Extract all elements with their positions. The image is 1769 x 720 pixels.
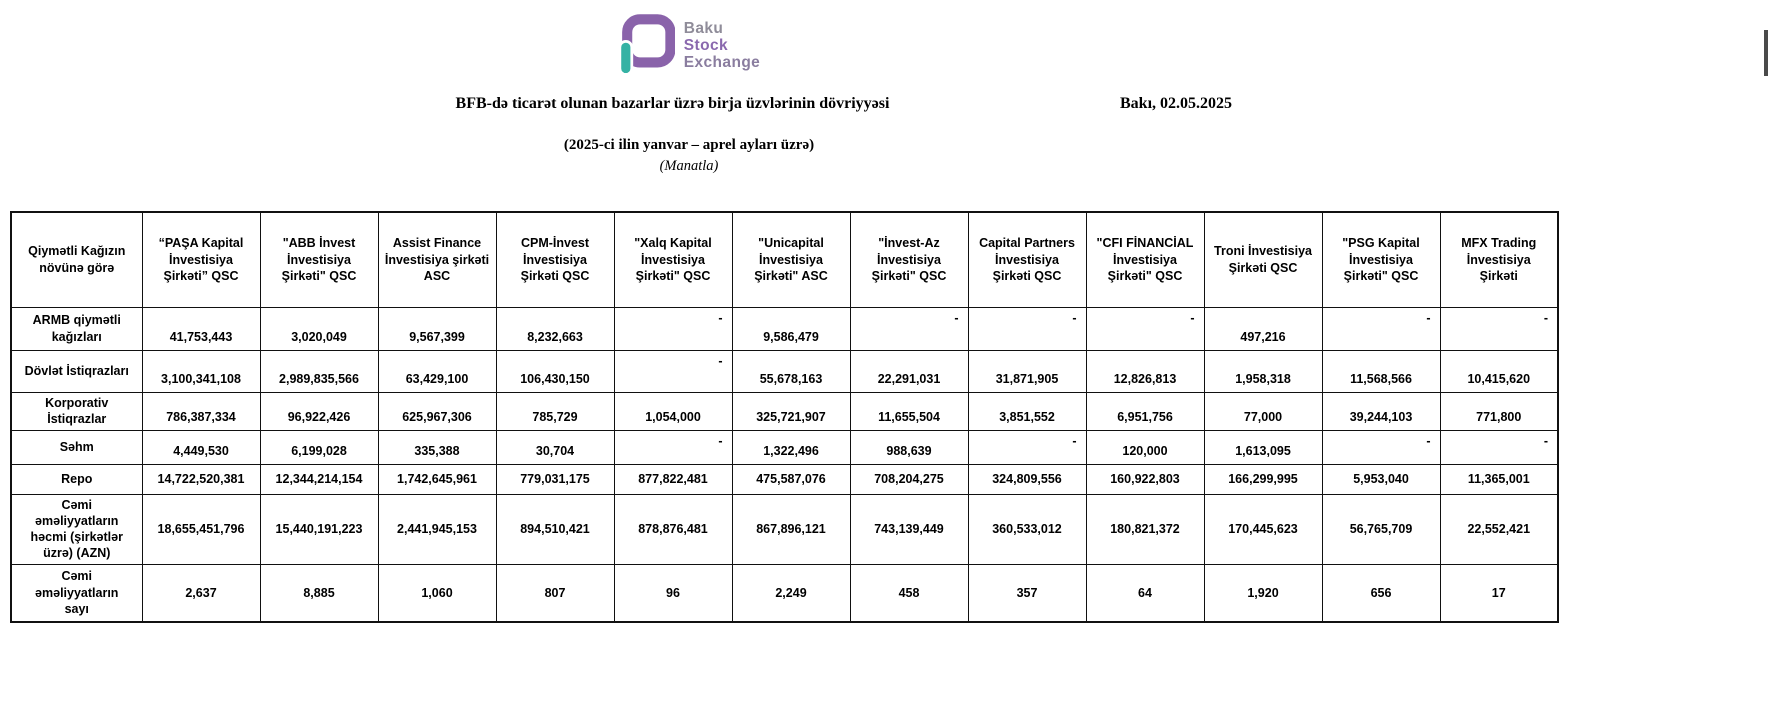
value-cell: 12,826,813 [1086, 350, 1204, 392]
value-cell: 807 [496, 564, 614, 622]
company-column-header: MFX Trading İnvestisiya Şirkəti [1440, 212, 1558, 307]
company-column-header: "İnvest-Az İnvestisiya Şirkəti" QSC [850, 212, 968, 307]
value-cell: 77,000 [1204, 392, 1322, 430]
row-label: Cəmi əməliyyatların sayı [11, 564, 142, 622]
value-cell: 625,967,306 [378, 392, 496, 430]
value-cell: 8,885 [260, 564, 378, 622]
value-cell: 11,568,566 [1322, 350, 1440, 392]
value-cell: 64 [1086, 564, 1204, 622]
value-cell: - [1440, 307, 1558, 350]
report-period: (2025-ci ilin yanvar – aprel ayları üzrə) [563, 137, 815, 153]
value-cell: - [1322, 430, 1440, 464]
value-cell: 3,100,341,108 [142, 350, 260, 392]
value-cell: 22,552,421 [1440, 494, 1558, 564]
value-cell: 15,440,191,223 [260, 494, 378, 564]
value-cell: - [1086, 307, 1204, 350]
value-cell: 10,415,620 [1440, 350, 1558, 392]
value-cell: 2,637 [142, 564, 260, 622]
value-cell: 335,388 [378, 430, 496, 464]
value-cell: 786,387,334 [142, 392, 260, 430]
value-cell: 2,441,945,153 [378, 494, 496, 564]
value-cell: 867,896,121 [732, 494, 850, 564]
company-column-header: "CFI FİNANCİAL İnvestisiya Şirkəti" QSC [1086, 212, 1204, 307]
value-cell: 785,729 [496, 392, 614, 430]
bse-logo-wordmark [684, 20, 760, 71]
value-cell: - [1322, 307, 1440, 350]
value-cell: 497,216 [1204, 307, 1322, 350]
table-header-row [11, 212, 1558, 307]
value-cell: 1,742,645,961 [378, 464, 496, 494]
value-cell: - [1440, 430, 1558, 464]
value-cell: 56,765,709 [1322, 494, 1440, 564]
bse-monogram-icon [618, 13, 675, 77]
value-cell: 475,587,076 [732, 464, 850, 494]
value-cell: 708,204,275 [850, 464, 968, 494]
currency-note: (Manatla) [659, 158, 719, 174]
value-cell: 55,678,163 [732, 350, 850, 392]
value-cell: 9,586,479 [732, 307, 850, 350]
value-cell: 22,291,031 [850, 350, 968, 392]
value-cell: 14,722,520,381 [142, 464, 260, 494]
logo-word-baku: Baku [683, 19, 724, 37]
value-cell: 6,951,756 [1086, 392, 1204, 430]
value-cell: 360,533,012 [968, 494, 1086, 564]
value-cell: 96,922,426 [260, 392, 378, 430]
value-cell: 1,060 [378, 564, 496, 622]
company-column-header: Capital Partners İnvestisiya Şirkəti QSC [968, 212, 1086, 307]
table-row [11, 430, 1558, 464]
value-cell: 771,800 [1440, 392, 1558, 430]
value-cell: - [968, 430, 1086, 464]
security-type-header: Qiymətli Kağızın növünə görə [11, 212, 142, 307]
row-label: Cəmi əməliyyatların həcmi (şirkətlər üzrə) (AZN) [11, 494, 142, 564]
value-cell: 106,430,150 [496, 350, 614, 392]
value-cell: 11,655,504 [850, 392, 968, 430]
value-cell: - [614, 350, 732, 392]
value-cell: - [614, 307, 732, 350]
row-label: Dövlət İstiqrazları [11, 350, 142, 392]
value-cell: 894,510,421 [496, 494, 614, 564]
value-cell: 3,020,049 [260, 307, 378, 350]
value-cell: 8,232,663 [496, 307, 614, 350]
value-cell: 656 [1322, 564, 1440, 622]
value-cell: 166,299,995 [1204, 464, 1322, 494]
table-row [11, 564, 1558, 622]
value-cell: 1,054,000 [614, 392, 732, 430]
bse-logo [618, 13, 760, 77]
value-cell: 11,365,001 [1440, 464, 1558, 494]
row-label: Korporativ İstiqrazlar [11, 392, 142, 430]
value-cell: 988,639 [850, 430, 968, 464]
value-cell: 31,871,905 [968, 350, 1086, 392]
value-cell: 324,809,556 [968, 464, 1086, 494]
value-cell: 41,753,443 [142, 307, 260, 350]
value-cell: 12,344,214,154 [260, 464, 378, 494]
value-cell: 1,613,095 [1204, 430, 1322, 464]
value-cell: 170,445,623 [1204, 494, 1322, 564]
table-row [11, 350, 1558, 392]
company-column-header: "ABB İnvest İnvestisiya Şirkəti" QSC [260, 212, 378, 307]
value-cell: 6,199,028 [260, 430, 378, 464]
value-cell: 30,704 [496, 430, 614, 464]
company-column-header: Troni İnvestisiya Şirkəti QSC [1204, 212, 1322, 307]
value-cell: 357 [968, 564, 1086, 622]
value-cell: 1,958,318 [1204, 350, 1322, 392]
value-cell: 1,322,496 [732, 430, 850, 464]
value-cell: - [968, 307, 1086, 350]
row-label: ARMB qiymətli kağızları [11, 307, 142, 350]
value-cell: 9,567,399 [378, 307, 496, 350]
logo-word-stock: Stock [683, 36, 728, 54]
value-cell: - [850, 307, 968, 350]
company-column-header: Assist Finance İnvestisiya şirkəti ASC [378, 212, 496, 307]
value-cell: 17 [1440, 564, 1558, 622]
value-cell: 3,851,552 [968, 392, 1086, 430]
table-row [11, 392, 1558, 430]
masthead [0, 13, 1378, 77]
table-row [11, 464, 1558, 494]
value-cell: 63,429,100 [378, 350, 496, 392]
report-title: BFB-də ticarət olunan bazarlar üzrə birja üzvlərinin dövriyyəsi [455, 95, 890, 112]
company-column-header: "Unicapital İnvestisiya Şirkəti" ASC [732, 212, 850, 307]
value-cell: 180,821,372 [1086, 494, 1204, 564]
turnover-table [10, 211, 1559, 623]
table-row [11, 494, 1558, 564]
table-row [11, 307, 1558, 350]
value-cell: 4,449,530 [142, 430, 260, 464]
value-cell: 878,876,481 [614, 494, 732, 564]
value-cell: 743,139,449 [850, 494, 968, 564]
company-column-header: CPM-İnvest İnvestisiya Şirkəti QSC [496, 212, 614, 307]
value-cell: 39,244,103 [1322, 392, 1440, 430]
value-cell: 458 [850, 564, 968, 622]
value-cell: 1,920 [1204, 564, 1322, 622]
value-cell: 96 [614, 564, 732, 622]
value-cell: 18,655,451,796 [142, 494, 260, 564]
value-cell: 2,989,835,566 [260, 350, 378, 392]
value-cell: 2,249 [732, 564, 850, 622]
row-label: Səhm [11, 430, 142, 464]
value-cell: 160,922,803 [1086, 464, 1204, 494]
table-body [11, 307, 1558, 622]
value-cell: 877,822,481 [614, 464, 732, 494]
value-cell: 779,031,175 [496, 464, 614, 494]
company-column-header: “PAŞA Kapital İnvestisiya Şirkəti” QSC [142, 212, 260, 307]
value-cell: 120,000 [1086, 430, 1204, 464]
value-cell: - [614, 430, 732, 464]
value-cell: 5,953,040 [1322, 464, 1440, 494]
company-column-header: "Xalq Kapital İnvestisiya Şirkəti" QSC [614, 212, 732, 307]
row-label: Repo [11, 464, 142, 494]
value-cell: 325,721,907 [732, 392, 850, 430]
logo-word-exchange: Exchange [683, 53, 761, 71]
report-date-location: Bakı, 02.05.2025 [1120, 95, 1233, 112]
company-column-header: "PSG Kapital İnvestisiya Şirkəti" QSC [1322, 212, 1440, 307]
scrollbar-thumb[interactable] [1764, 30, 1768, 76]
